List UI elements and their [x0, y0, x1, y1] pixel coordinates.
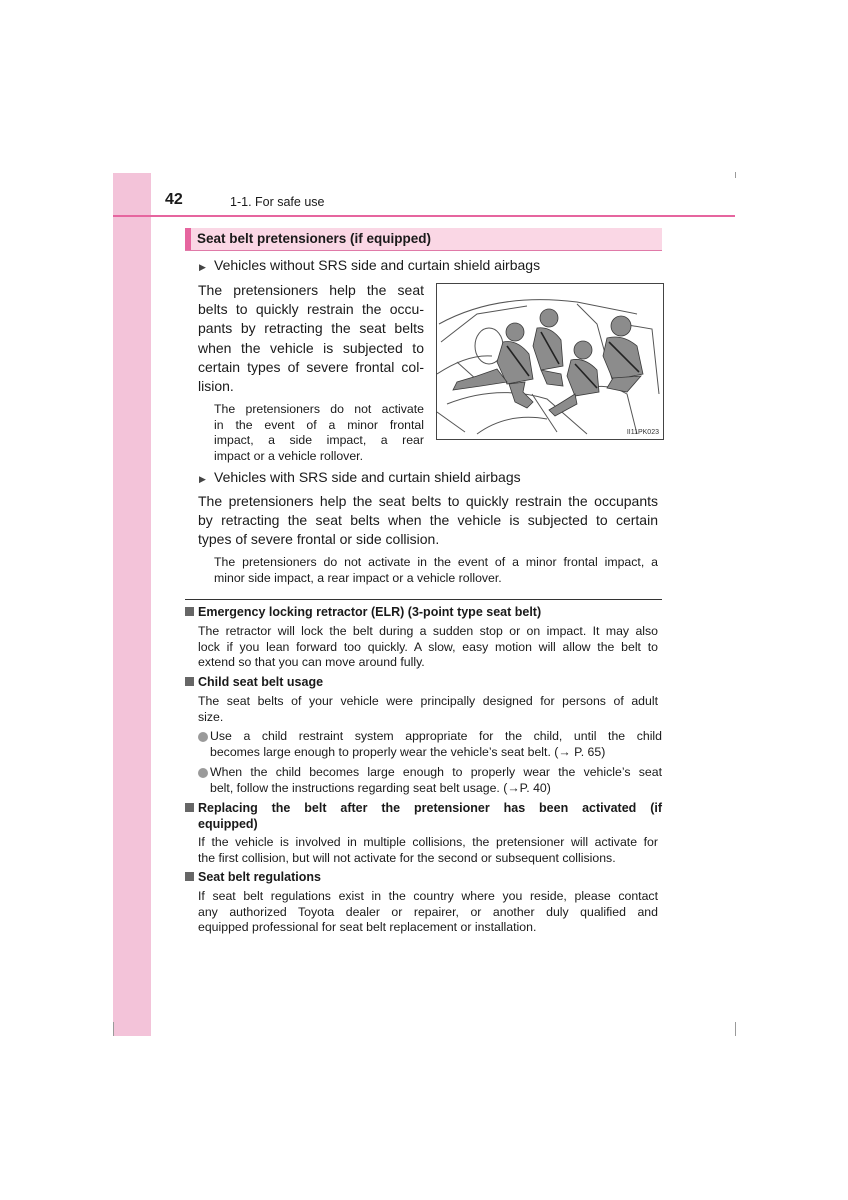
title-accent	[185, 228, 191, 250]
subsection-heading-without-airbags: ▶ Vehicles without SRS side and curtain shield airbags	[199, 257, 541, 273]
subsection-heading-with-airbags: ▶ Vehicles with SRS side and curtain shield airbags	[199, 469, 521, 485]
header-rule	[113, 215, 735, 217]
pretensioner-illustration	[436, 283, 664, 440]
note-with-airbags: The pretensioners do not activate in the event of a minor frontal impact, a minor side impact, a rear impact or a vehicle rollover.	[214, 555, 658, 585]
regulations-paragraph: If seat belt regulations exist in the country where you reside, please contact any authorized Toyota dealer or repairer, or another duly qualified and equipped professional for seat belt replacement or installation.	[198, 889, 658, 934]
square-bullet-icon	[185, 803, 194, 812]
child-heading: Child seat belt usage	[185, 675, 323, 689]
replacing-paragraph: If the vehicle is involved in multiple collisions, the pretensioner will activate for the first collision, but will not activate for the second or subsequent collisions.	[198, 835, 658, 865]
car-interior-illustration	[437, 284, 663, 439]
figure-code: II11PK023	[626, 429, 659, 436]
side-tab	[113, 173, 151, 1036]
square-bullet-icon	[185, 607, 194, 616]
paragraph-without-airbags: The pretensioners help the seat belts to quickly restrain the occu- pants by retracting the seat belts when the vehicle is subjected to certain types of severe frontal col- lision.	[198, 282, 424, 395]
regulations-heading: Seat belt regulations	[185, 870, 321, 884]
note-without-airbags: The pretensioners do not activate in the event of a minor frontal impact, a side impact, a rear impact or a vehicle rollover.	[214, 402, 424, 463]
section-path: 1-1. For safe use	[230, 195, 325, 209]
child-paragraph: The seat belts of your vehicle were principally designed for persons of adult size.	[198, 694, 658, 724]
crop-mark	[735, 172, 736, 178]
child-bullet-1: Use a child restraint system appropriate for the child, until the child becomes large enough to properly wear the vehicle’s seat belt. (→ P. 65)	[210, 729, 662, 759]
elr-heading: Emergency locking retractor (ELR) (3-point type seat belt)	[185, 605, 541, 619]
replacing-heading: Replacing the belt after the pretensioner has been activated (if equipped)	[185, 800, 662, 832]
page-number: 42	[165, 191, 183, 208]
triangle-bullet-icon: ▶	[199, 474, 206, 484]
square-bullet-icon	[185, 677, 194, 686]
section-title-bar	[185, 228, 662, 251]
paragraph-with-airbags: The pretensioners help the seat belts to quickly restrain the occupants by retracting the seat belts when the vehicle is subjected to certain types of severe frontal or side collision.	[198, 493, 658, 548]
triangle-bullet-icon: ▶	[199, 262, 206, 272]
crop-mark	[113, 1022, 114, 1036]
square-bullet-icon	[185, 872, 194, 881]
section-title: Seat belt pretensioners (if equipped)	[197, 231, 432, 246]
elr-paragraph: The retractor will lock the belt during a sudden stop or on impact. It may also lock if you lean forward too quickly. A slow, easy motion will allow the belt to extend so that you can move around fully.	[198, 624, 658, 669]
child-bullet-2: When the child becomes large enough to properly wear the vehicle’s seat belt, follow the instructions regarding seat belt usage. (→P. 40)	[210, 765, 662, 795]
crop-mark	[735, 1022, 736, 1036]
circle-bullet-icon	[198, 732, 208, 742]
section-divider	[185, 599, 662, 600]
circle-bullet-icon	[198, 768, 208, 778]
